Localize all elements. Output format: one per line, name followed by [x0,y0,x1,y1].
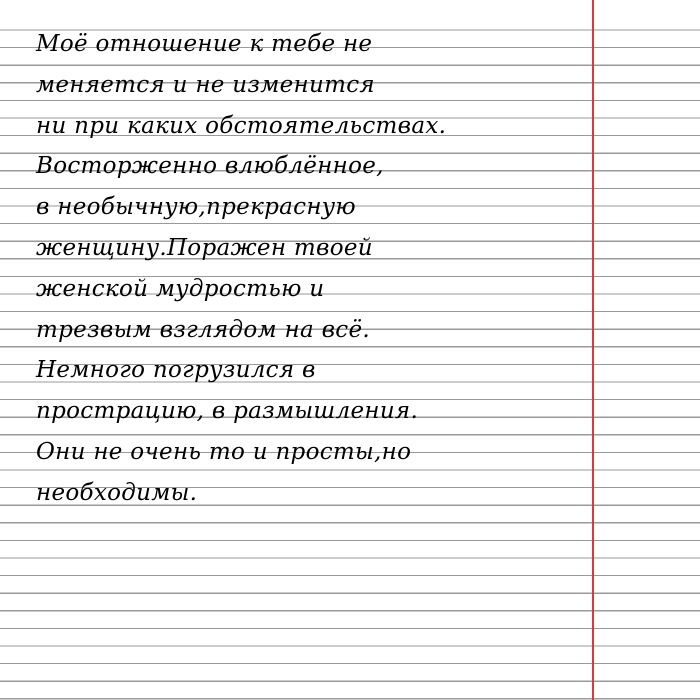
text-line: женщину.Поражен твоей [36,234,373,261]
handwritten-text [36,24,676,514]
text-line: Немного погрузился в [36,357,316,384]
text-line: ни при каких обстоятельствах. [36,112,447,139]
text-line: необходимы. [36,479,198,506]
text-line: меняется и не изменится [36,71,375,98]
text-line: Моё отношение к тебе не [36,31,373,57]
text-line: в необычную,прекрасную [36,194,356,221]
text-line: Восторженно влюблённое, [36,153,384,180]
text-line: прострацию, в размышления. [36,398,419,425]
text-line: трезвым взглядом на всё. [36,316,370,343]
text-line: женской мудростью и [36,275,325,302]
text-line: Они не очень то и просты,но [36,438,412,465]
